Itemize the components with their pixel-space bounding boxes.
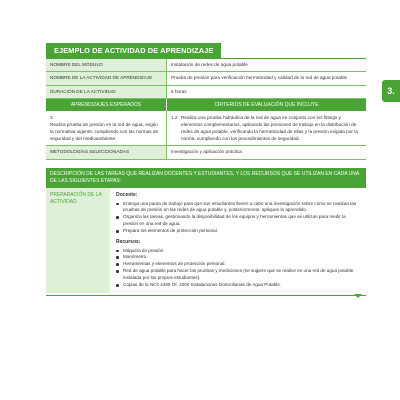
bullet-icon	[116, 203, 119, 206]
criterio-text: Realiza una prueba hidráulica de la red de agua en conjunto con los fittings y elementos complementarios, aplicando las presiones de trabajo en la distribución de redes de agua potable, verificando la hermeticidad de ellas y la presión exigida por la norma, cumpliendo con los procedimientos de seguridad.	[181, 115, 358, 142]
activity-name-label: NOMBRE DE LA ACTIVIDAD DE APRENDIZAJE	[46, 72, 166, 84]
list-item: Organiza las tareas, gestionando la disponibilidad de los equipos y herramientas que se utilizan para medir la presión en una red de agua.	[116, 214, 360, 228]
duration-label: DURACIÓN DE LA ACTIVIDAD	[46, 86, 166, 98]
docente-list	[116, 201, 360, 235]
list-item: Red de agua potable para hacer las pruebas y mediciones (se sugiere que se realice en una red de agua potable instalada por los propios estudiantes).	[116, 268, 360, 282]
criterio-number: 1.2	[171, 115, 178, 121]
triangle-down-icon	[354, 294, 362, 298]
recursos-title: Recursos:	[116, 239, 141, 246]
module-value: Instalación de redes de agua potable	[166, 59, 366, 71]
activity-name-value: Prueba de presión para verificación hermeticidad y calidad de la red de agua potable	[166, 72, 366, 84]
aprendizajes-header: APRENDIZAJES ESPERADOS	[46, 99, 166, 111]
list-item: Prepara los elementos de protección personal.	[116, 228, 360, 235]
criterios-header: CRITERIOS DE EVALUACIÓN QUE INCLUYE	[166, 99, 366, 111]
description-bar: DESCRIPCIÓN DE LAS TAREAS QUE REALIZAN DOCENTES Y ESTUDIANTES, Y LOS RECURSOS QUE SE UTILIZAN EN CADA UNA DE LAS SIGUIENTES ETAPAS:	[46, 168, 366, 189]
bullet-icon	[116, 284, 119, 287]
preparacion-row	[46, 188, 366, 293]
aprendizaje-text: 3. Realiza prueba de presión en la red de agua, según la normativa vigente, cumpliendo con las normas de seguridad y del medioambiente.	[50, 115, 159, 142]
preparacion-body	[110, 188, 366, 293]
activity-name-row	[46, 72, 366, 85]
bullet-icon	[116, 256, 119, 259]
metodologias-label: METODOLOGÍAS SELECCIONADAS	[46, 146, 166, 158]
preparacion-label: PREPARACIÓN DE LA ACTIVIDAD	[46, 188, 110, 293]
criterio-cell	[166, 111, 366, 145]
bullet-icon	[116, 230, 119, 233]
list-item: Copias de la NCh 2485 Of. 2000 Instalaciones Domiciliarias de Agua Potable.	[116, 282, 360, 289]
criteria-row	[46, 111, 366, 146]
bullet-icon	[116, 263, 119, 266]
list-item: Manómetro.	[116, 254, 360, 261]
recursos-list	[116, 248, 360, 289]
activity-document	[46, 40, 366, 296]
list-item: Entrega una pauta de trabajo para que sus estudiantes lleven a cabo una investigación sobre cómo se realizan las pruebas de presión en las redes de agua potable y, posteriormente, apliquen lo aprendido.	[116, 201, 360, 215]
list-item: Máquina de presión.	[116, 248, 360, 255]
page-number-tab: 3.	[382, 80, 400, 102]
bullet-icon	[116, 270, 119, 273]
duration-value: 6 horas	[166, 86, 366, 98]
criteria-header-row	[46, 99, 366, 111]
metodologias-value: Investigación y aplicación práctica	[166, 146, 366, 158]
bullet-icon	[116, 250, 119, 253]
list-item: Herramientas y elementos de protección personal.	[116, 261, 360, 268]
duration-row	[46, 86, 366, 99]
module-row	[46, 59, 366, 72]
bullet-icon	[116, 216, 119, 219]
module-label: NOMBRE DEL MÓDULO	[46, 59, 166, 71]
metodologias-row	[46, 146, 366, 159]
docente-title: Docente:	[116, 192, 138, 199]
bottom-rule	[46, 295, 366, 296]
main-title: EJEMPLO DE ACTIVIDAD DE APRENDIZAJE	[46, 43, 221, 58]
